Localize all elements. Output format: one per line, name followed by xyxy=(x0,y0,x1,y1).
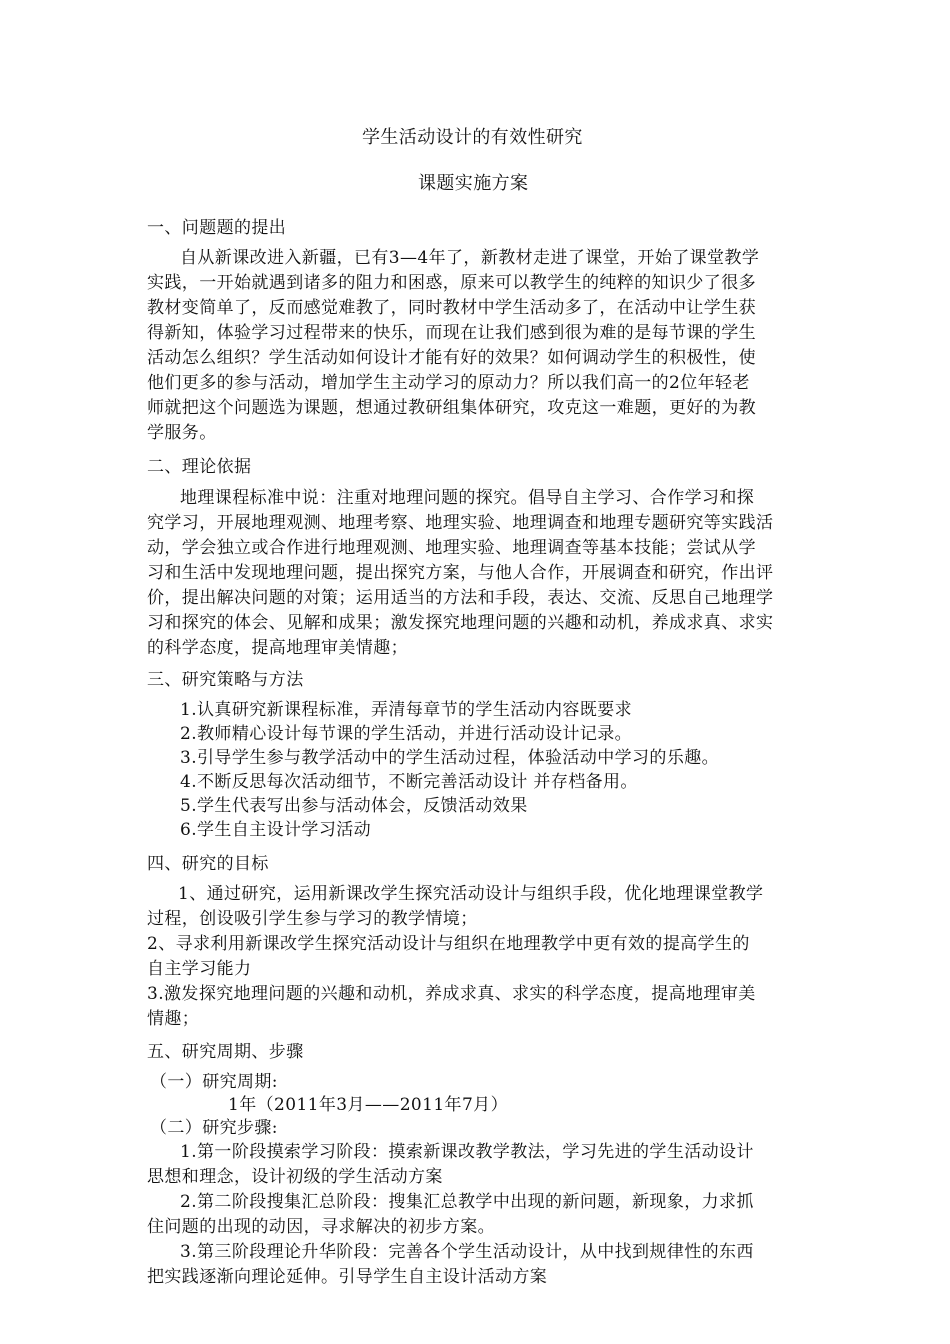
section-heading: 四、研究的目标 xyxy=(147,854,269,874)
paragraph-line: 把实践逐渐向理论延伸。引导学生自主设计活动方案 xyxy=(147,1267,548,1287)
paragraph-line: 3.激发探究地理问题的兴趣和动机，养成求真、求实的科学态度，提高地理审美 xyxy=(147,984,756,1004)
paragraph-line: 思想和理念，设计初级的学生活动方案 xyxy=(147,1167,443,1187)
section-heading: 三、研究策略与方法 xyxy=(147,670,304,690)
paragraph-line: 价，提出解决问题的对策；运用适当的方法和手段，表达、交流、反思自己地理学 xyxy=(147,588,774,608)
list-item: 3.引导学生参与教学活动中的学生活动过程，体验活动中学习的乐趣。 xyxy=(180,748,720,768)
paragraph-line: 习和生活中发现地理问题，提出探究方案，与他人合作，开展调查和研究，作出评 xyxy=(147,563,774,583)
paragraph-line: 活动怎么组织？学生活动如何设计才能有好的效果？如何调动学生的积极性，使 xyxy=(147,348,756,368)
subsection-label: （二）研究步骤: xyxy=(150,1118,278,1138)
section-heading: 五、研究周期、步骤 xyxy=(147,1042,304,1062)
paragraph-line: 自主学习能力 xyxy=(147,959,252,979)
document-title: 学生活动设计的有效性研究 xyxy=(362,127,583,148)
paragraph-line: 1.第一阶段摸索学习阶段：摸索新课改教学教法，学习先进的学生活动设计 xyxy=(180,1142,754,1162)
paragraph-line: 地理课程标准中说：注重对地理问题的探究。倡导自主学习、合作学习和探 xyxy=(180,488,755,508)
section-heading: 一、问题题的提出 xyxy=(147,218,287,238)
paragraph-line: 2、寻求利用新课改学生探究活动设计与组织在地理教学中更有效的提高学生的 xyxy=(147,934,750,954)
paragraph-line: 教材变简单了，反而感觉难教了，同时教材中学生活动多了，在活动中让学生获 xyxy=(147,298,756,318)
paragraph-line: 1、通过研究，运用新课改学生探究活动设计与组织手段，优化地理课堂教学 xyxy=(178,884,764,904)
paragraph-line: 3.第三阶段理论升华阶段：完善各个学生活动设计，从中找到规律性的东西 xyxy=(180,1242,754,1262)
list-item: 6.学生自主设计学习活动 xyxy=(180,820,372,840)
document-subtitle: 课题实施方案 xyxy=(418,173,529,194)
paragraph-line: 自从新课改进入新疆，已有3—4年了，新教材走进了课堂，开始了课堂教学 xyxy=(180,248,760,268)
paragraph-line: 实践，一开始就遇到诸多的阻力和困惑，原来可以教学生的纯粹的知识少了很多 xyxy=(147,273,756,293)
paragraph-line: 得新知，体验学习过程带来的快乐，而现在让我们感到很为难的是每节课的学生 xyxy=(147,323,756,343)
paragraph-line: 2.第二阶段搜集汇总阶段：搜集汇总教学中出现的新问题，新现象，力求抓 xyxy=(180,1192,754,1212)
list-item: 4.不断反思每次活动细节，不断完善活动设计 并存档备用。 xyxy=(180,772,638,792)
paragraph-line: 住问题的出现的动因，寻求解决的初步方案。 xyxy=(147,1217,495,1237)
paragraph-line: 习和探究的体会、见解和成果；激发探究地理问题的兴趣和动机，养成求真、求实 xyxy=(147,613,774,633)
paragraph-line: 究学习，开展地理观测、地理考察、地理实验、地理调查和地理专题研究等实践活 xyxy=(147,513,774,533)
paragraph-line: 师就把这个问题选为课题，想通过教研组集体研究，攻克这一难题，更好的为教 xyxy=(147,398,756,418)
list-item: 2.教师精心设计每节课的学生活动，并进行活动设计记录。 xyxy=(180,724,633,744)
paragraph-line: 他们更多的参与活动，增加学生主动学习的原动力？所以我们高一的2位年轻老 xyxy=(147,373,750,393)
paragraph-line: 过程，创设吸引学生参与学习的教学情境； xyxy=(147,909,478,929)
paragraph-line: 学服务。 xyxy=(147,423,217,443)
section-heading: 二、理论依据 xyxy=(147,457,252,477)
period-value: 1年（2011年3月——2011年7月） xyxy=(228,1095,508,1115)
list-item: 1.认真研究新课程标准，弄清每章节的学生活动内容既要求 xyxy=(180,700,633,720)
paragraph-line: 情趣； xyxy=(147,1009,200,1029)
paragraph-line: 动，学会独立或合作进行地理观测、地理实验、地理调查等基本技能；尝试从学 xyxy=(147,538,756,558)
list-item: 5.学生代表写出参与活动体会，反馈活动效果 xyxy=(180,796,528,816)
paragraph-line: 的科学态度，提高地理审美情趣； xyxy=(147,638,408,658)
subsection-label: （一）研究周期: xyxy=(150,1072,278,1092)
